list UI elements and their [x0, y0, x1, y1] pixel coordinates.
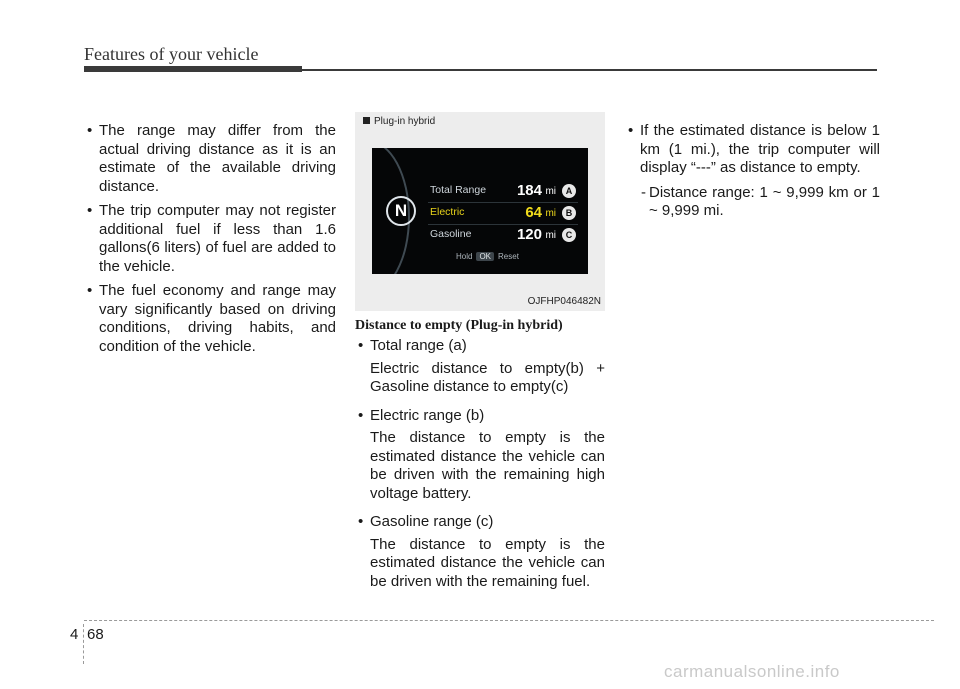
row-unit: mi: [545, 208, 556, 219]
page-header-title: Features of your vehicle: [84, 44, 259, 64]
row-label: Gasoline: [430, 228, 472, 240]
header-rule-thick: [84, 66, 302, 72]
bullet-icon: •: [628, 122, 634, 139]
left-column: [84, 122, 336, 362]
list-item: • The trip computer may not register additional fuel if less than 1.6 gallons(6 liters) of fuel are added to the vehicle.: [87, 202, 336, 275]
list-item-description: The distance to empty is the estimated distance the vehicle can be driven with the remaining fuel.: [370, 535, 605, 590]
chapter-number: 4: [70, 626, 79, 643]
row-unit: mi: [545, 186, 556, 197]
bullet-icon: •: [358, 513, 364, 530]
callout-badge: A: [562, 184, 576, 198]
row-divider: [428, 224, 578, 225]
reset-label: Reset: [498, 252, 519, 261]
cluster-figure: [355, 112, 605, 311]
row-value: 120: [516, 226, 542, 243]
list-item-description: The distance to empty is the estimated distance the vehicle can be driven with the remaining high voltage battery.: [370, 429, 605, 502]
callout-badge: C: [562, 228, 576, 242]
dash-icon: -: [641, 183, 646, 201]
callout-badge: B: [562, 206, 576, 220]
electric-range-row: [430, 204, 580, 222]
row-value: 184: [516, 182, 542, 199]
list-item: • Electric range (b): [358, 406, 485, 424]
gasoline-range-row: [430, 226, 580, 244]
list-item: • If the estimated distance is below 1 km (1 mi.), the trip computer will display “---” as distance to empty.: [628, 122, 880, 176]
square-icon: [363, 117, 370, 124]
list-item: • Gasoline range (c): [358, 513, 494, 530]
row-label: Electric: [430, 206, 465, 218]
cluster-display: [372, 148, 588, 274]
gear-indicator: N: [386, 196, 416, 226]
footer-rule: [84, 620, 934, 621]
list-item: • The fuel economy and range may vary significantly based on driving conditions, driving habits, and condition of the vehicle.: [87, 282, 336, 355]
bullet-icon: •: [87, 282, 93, 299]
bullet-icon: •: [358, 406, 364, 424]
bullet-icon: •: [87, 122, 93, 139]
watermark: carmanualsonline.info: [664, 662, 840, 681]
figure-code: OJFHP046482N: [527, 296, 601, 307]
figure-caption: Plug-in hybrid: [363, 116, 435, 127]
total-range-row: [430, 182, 580, 200]
footer-separator: [83, 624, 84, 664]
list-item: • Total range (a): [358, 337, 467, 354]
row-label: Total Range: [430, 184, 487, 196]
page-number: 68: [87, 626, 104, 643]
bullet-icon: •: [358, 337, 364, 354]
list-item: • The range may differ from the actual driving distance as it is an estimate of the available driving distance.: [87, 122, 336, 195]
bullet-icon: •: [87, 202, 93, 219]
row-divider: [428, 202, 578, 203]
list-item-description: Electric distance to empty(b) + Gasoline distance to empty(c): [370, 359, 605, 395]
section-title: Distance to empty (Plug-in hybrid): [355, 318, 563, 333]
middle-column: [355, 337, 605, 601]
row-unit: mi: [545, 230, 556, 241]
dash-item: - Distance range: 1 ~ 9,999 km or 1 ~ 9,999 mi.: [641, 183, 880, 219]
row-value: 64: [525, 204, 542, 221]
cluster-controls: [456, 252, 519, 261]
ok-key: OK: [476, 252, 494, 261]
right-column: [625, 122, 880, 221]
header-rule-thin: [302, 69, 877, 71]
hold-label: Hold: [456, 252, 473, 261]
